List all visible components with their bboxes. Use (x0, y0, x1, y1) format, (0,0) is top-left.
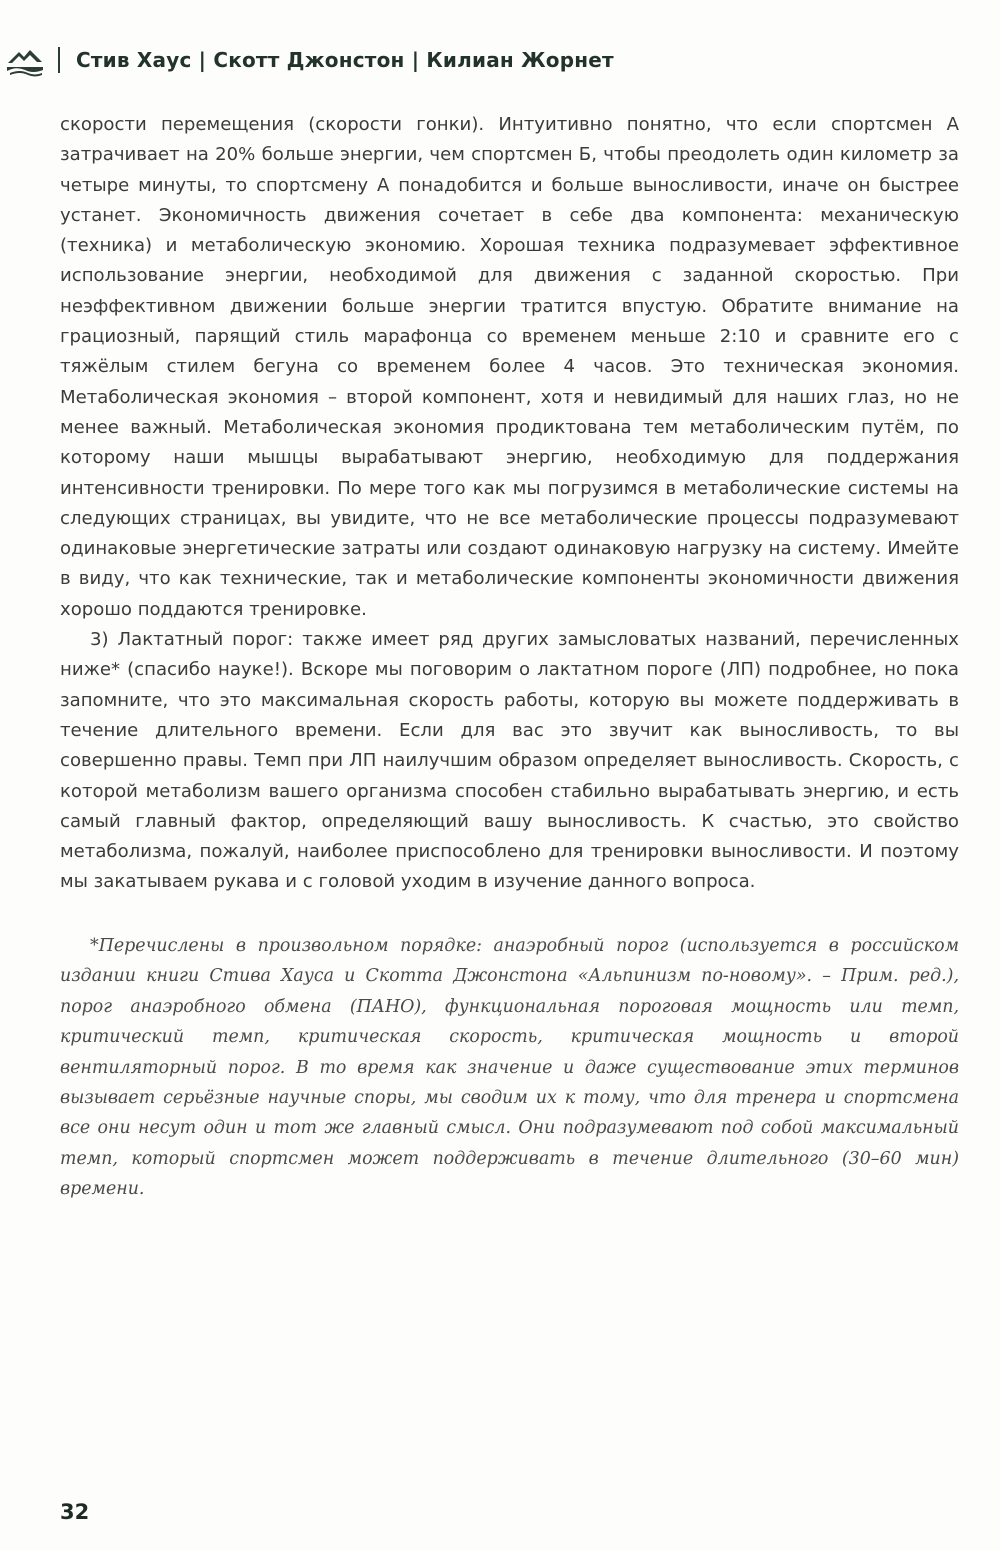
mountain-logo-icon (6, 40, 44, 80)
main-text (60, 110, 959, 898)
paragraph-2: 3) Лактатный порог: также имеет ряд других замысловатых названий, перечисленных ниже* (спасибо науке!). Вскоре мы поговорим о лактатном пороге (ЛП) подробнее, но пока запомните, что это максимальная скорость работы, которую вы можете поддерживать в течение длительного времени. Если для вас это звучит как выносливость, то вы совершенно правы. Темп при ЛП наилучшим образом определяет выносливость. Скорость, с которой метаболизм вашего организма способен стабильно вырабатывать энергию, и есть самый главный фактор, определяющий вашу выносливость. К счастью, это свойство метаболизма, пожалуй, наиболее приспособлено для тренировки выносливости. И поэтому мы закатываем рукава и с головой уходим в изучение данного вопроса. (60, 629, 959, 893)
header-divider (58, 47, 60, 73)
running-header (6, 40, 614, 80)
footnote: *Перечислены в произвольном порядке: анаэробный порог (используется в российском издании книги Стива Хауса и Скотта Джонстона «Альпинизм по-новому». – Прим. ред.), порог анаэробного обмена (ПАНО), функциональная пороговая мощность или темп, критический темп, критическая скорость, критическая мощность и второй вентиляторный порог. В то время как значение и даже существование этих терминов вызывает серьёзные научные споры, мы сводим их к тому, что для тренера и спортсмена все они несут один и тот же главный смысл. Они подразумевают под собой максимальный темп, который спортсмен может поддерживать в течение длительного (30–60 мин) времени. (60, 936, 959, 1200)
paragraph-1: скорости перемещения (скорости гонки). Интуитивно понятно, что если спортсмен А затрачивает на 20% больше энергии, чем спортсмен Б, чтобы преодолеть один километр за четыре минуты, то спортсмену А понадобится и больше выносливости, иначе он быстрее устанет. Экономичность движения сочетает в себе два компонента: механическую (техника) и метаболическую экономию. Хорошая техника подразумевает эффективное использование энергии, необходимой для движения с заданной скоростью. При неэффективном движении больше энергии тратится впустую. Обратите внимание на грациозный, парящий стиль марафонца со временем меньше 2:10 и сравните его с тяжёлым стилем бегуна со временем более 4 часов. Это техническая экономия. Метаболическая экономия – второй компонент, хотя и невидимый для наших глаз, но не менее важный. Метаболическая экономия продиктована тем метаболическим путём, по которому наши мышцы вырабатывают энергию, необходимую для поддержания интенсивности тренировки. По мере того как мы погрузимся в метаболические системы на следующих страницах, вы увидите, что не все метаболические процессы подразумевают одинаковые энергетические затраты или создают одинаковую нагрузку на систему. Имейте в виду, что как технические, так и метаболические компоненты экономичности движения хорошо поддаются тренировке. (60, 114, 959, 620)
header-authors: Стив Хаус | Скотт Джонстон | Килиан Жорнет (76, 48, 614, 72)
page-number: 32 (60, 1500, 90, 1524)
